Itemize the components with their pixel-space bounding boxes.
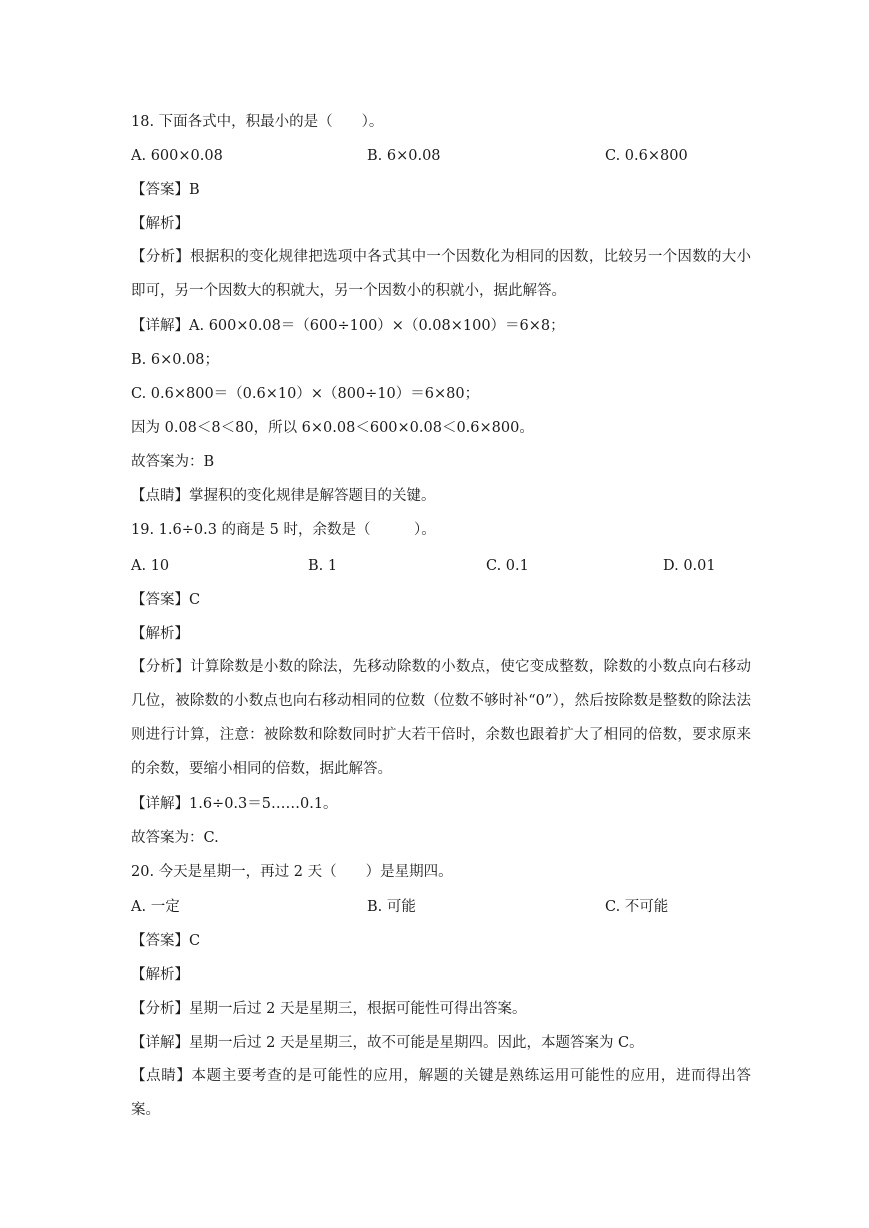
q19-option-b: B. 1 <box>308 558 338 574</box>
q19-option-d: D. 0.01 <box>663 558 716 574</box>
q20-detail: 【详解】星期一后过 2 天是星期三，故不可能是星期四。因此，本题答案为 C。 <box>131 1035 644 1051</box>
q18-analysis: 【分析】根据积的变化规律把选项中各式其中一个因数化为相同的因数，比较另一个因数的大小即可，另一个因数大的积就大，另一个因数小的积就小，据此解答。 <box>131 249 751 299</box>
q18-detail-4: 因为 0.08＜8＜80，所以 6×0.08＜600×0.08＜0.6×800。 <box>131 420 534 436</box>
q18-dianjing: 【点睛】掌握积的变化规律是解答题目的关键。 <box>131 488 436 504</box>
q18-conclusion: 故答案为：B <box>131 454 215 470</box>
q18-option-b: B. 6×0.08 <box>367 148 441 164</box>
q20-answer: 【答案】C <box>131 933 201 949</box>
q19-conclusion: 故答案为：C. <box>131 830 219 846</box>
q19-answer: 【答案】C <box>131 592 201 608</box>
q19-analysis: 【分析】计算除数是小数的除法，先移动除数的小数点，使它变成整数，除数的小数点向右移动几位，被除数的小数点也向右移动相同的位数（位数不够时补“0”），然后按除数是整数的除法法则进行计算，注意：被除数和除数同时扩大若干倍时，余数也跟着扩大了相同的倍数，要求原来的余数，要缩小相同的倍数，据此解答。 <box>131 659 751 777</box>
q18-option-c: C. 0.6×800 <box>605 148 688 164</box>
q19-option-a: A. 10 <box>131 558 170 574</box>
q20-dianjing: 【点睛】本题主要考查的是可能性的应用，解题的关键是熟练运用可能性的应用，进而得出答案。 <box>131 1068 751 1118</box>
q18-jiexi: 【解析】 <box>131 216 189 232</box>
q18-detail-3: C. 0.6×800＝（0.6×10）×（800÷10）＝6×80； <box>131 386 480 402</box>
q19-jiexi: 【解析】 <box>131 626 189 642</box>
q18-stem: 18. 下面各式中，积最小的是（ ）。 <box>131 114 384 130</box>
q20-analysis: 【分析】星期一后过 2 天是星期三，根据可能性可得出答案。 <box>131 1001 527 1017</box>
q20-stem: 20. 今天是星期一，再过 2 天（ ）是星期四。 <box>131 864 453 880</box>
q19-option-c: C. 0.1 <box>486 558 529 574</box>
q18-option-a: A. 600×0.08 <box>131 148 223 164</box>
q19-stem: 19. 1.6÷0.3 的商是 5 时，余数是（ ）。 <box>131 522 436 538</box>
q19-detail: 【详解】1.6÷0.3＝5……0.1。 <box>131 796 338 812</box>
q18-detail-1: 【详解】A. 600×0.08＝（600÷100）×（0.08×100）＝6×8； <box>131 318 565 334</box>
q20-jiexi: 【解析】 <box>131 967 189 983</box>
q18-detail-2: B. 6×0.08； <box>131 352 220 368</box>
q20-option-a: A. 一定 <box>131 899 180 915</box>
q20-option-c: C. 不可能 <box>605 899 669 915</box>
q20-option-b: B. 可能 <box>367 899 416 915</box>
q18-answer: 【答案】B <box>131 182 200 198</box>
